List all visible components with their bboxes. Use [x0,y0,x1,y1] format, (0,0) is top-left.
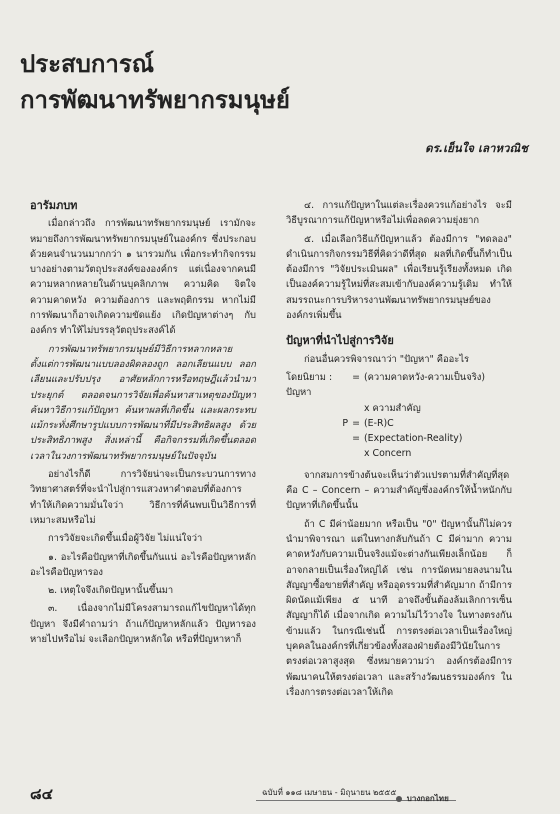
brand-logo-icon [396,796,402,802]
formula-row [286,416,512,431]
paragraph: การพัฒนาทรัพยากรมนุษย์มีวิธีการหลากหลาย ตั้งแต่การพัฒนาแบบลองผิดลองถูก ลอกเลียนแบบ ลอกเลียนและปรับปรุง อาศัยหลักการหรือทฤษฎีแล้วนำมาประยุกต์ ตลอดจนการวิจัยเพื่อค้นหาสาเหตุของปัญหา ค้นหาวิธีการแก้ปัญหา ค้นหาผลที่เกิดขึ้น และผลกระทบ แม้กระทั่งศึกษารูปแบบการพัฒนาที่มีประสิทธิผลสูง ด้วยประสิทธิภาพสูง สิ่งเหล่านี้ คือกิจกรรมที่เกิดขึ้นตลอดเวลาในวงการพัฒนาทรัพยากรมนุษย์ในปัจจุบัน [30,343,256,462]
formula-equals: = [352,433,360,445]
right-column [286,198,512,703]
intro-heading: อารัมภบท [30,199,78,212]
author-name: ดร.เย็นใจ เลาหวณิช [425,141,528,155]
title-line-1: ประสบการณ์ [20,50,155,78]
paragraph: จากสมการข้างต้นจะเห็นว่าตัวแปรตามที่สำคัญที่สุด คือ C – Concern – ความสำคัญซึ่งองค์กรให้น้ำหนักกับปัญหาที่เกิดขึ้นนั้น [286,469,512,512]
section-heading: ปัญหาที่นำไปสู่การวิจัย [286,334,394,348]
formula-row [286,401,512,416]
formula-equals: = [352,371,360,383]
formula-value: x ความสำคัญ [364,402,421,414]
list-item: ๓. เนื่องจากไม่มีโครงสามารถแก้ไขปัญหาได้ทุกปัญหา จึงมีคำถามว่า ถ้าแก้ปัญหาหลักแล้ว ปัญหารองหายไปหรือไม่ จะเลือกปัญหาหลักใด หรือที่ปัญหาหาก็ [30,603,256,646]
title-line-2: การพัฒนาทรัพยากรมนุษย์ [20,86,290,114]
brand-name: บางกอกไทย [406,794,449,803]
list-item: ๕. เมื่อเลือกวิธีแก้ปัญหาแล้ว ต้องมีการ "ทดลอง" ดำเนินการกิจกรรมวิธีที่คิดว่าดีที่สุด ผลที่เกิดขึ้นก็ทำเป็นต้องมีการ "วิจัยประเมินผล" เพื่อเรียนรู้เรียงทั้งหมด เกิดเป็นองค์ความรู้ใหม่ที่สะสมเข้ากับองค์ความรู้เดิม ทำให้สมรรถนะการบริหารงานพัฒนาทรัพยากรมนุษย์ขององค์กรเพิ่มขึ้น [286,233,512,322]
paragraph: ก่อนอื่นควรพิจารณาว่า "ปัญหา" คืออะไร [304,353,470,365]
formula-label: P [342,417,348,429]
formula-row [286,431,512,446]
paragraph: การวิจัยจะเกิดขึ้นเมื่อผู้วิจัย ไม่แน่ใจว่า [48,533,203,545]
list-item: ๒. เหตุใจจึงเกิดปัญหานั้นขึ้นมา [48,585,174,597]
formula-value: (ความคาดหวัง-ความเป็นจริง) [364,371,485,383]
formula-value: x Concern [364,448,412,460]
paragraph: อย่างไรก็ดี การวิจัยน่าจะเป็นกระบวนการทางวิทยาศาสตร์ที่จะนำไปสู่การแสวงหาคำตอบที่ต้องการ ทำให้เกิดความมั่นใจว่า วิธีการที่ค้นพบเป็นวิธีการที่เหมาะสมหรือไม่ [30,469,256,526]
formula-value: (Expectation-Reality) [364,433,463,445]
publisher-brand [396,792,449,805]
formula-row [286,446,512,461]
article-title [20,46,290,118]
formula-equals: = [352,417,360,429]
problem-formula [286,370,512,462]
paragraph: เมื่อกล่าวถึง การพัฒนาทรัพยากรมนุษย์ เรามักจะหมายถึงการพัฒนาทรัพยากรมนุษย์ในองค์กร ซึ่งประกอบด้วยคนจำนวนมากกว่า ๑ นารวมกัน เพื่อกระทำกิจกรรมบางอย่างตามวัตถุประสงค์ขององค์กร แต่เนื่องจากคนมีความหลากหลายในด้านบุคลิกภาพ ความคิด จิตใจ ความคาดหวัง ความต้องการ และพฤติกรรม หากไม่มีการพัฒนาก็อาจเกิดความขัดแย้ง เกิดปัญหาต่างๆ กับองค์กร ทำให้ไม่บรรลุวัตถุประสงค์ได้ [30,218,256,337]
page-number: ๘๔ [30,785,53,803]
formula-row [286,370,512,401]
issue-line: ฉบับที่ ๑๑๘ เมษายน - มิถุนายน ๒๕๕๕ [262,788,397,797]
formula-value: (E-R)C [364,417,394,429]
list-item: ๑. อะไรคือปัญหาที่เกิดขึ้นกันแน่ อะไรคือปัญหาหลัก อะไรคือปัญหารอง [30,551,256,578]
paragraph: ถ้า C มีค่าน้อยมาก หรือเป็น "0" ปัญหานั้นก็ไม่ควรนำมาพิจารณา แต่ในทางกลับกันถ้า C มีค่ามาก ความคาดหวังกับความเป็นจริงแม้จะต่างกันเพียงเล็กน้อย ก็อาจกลายเป็นเรื่องใหญ่ได้ เช่น การนัดหมายลงนามในสัญญาซื้อขายที่สำคัญ หรืออุดรรวมที่สำคัญมาก ถ้ามีการผิดนัดแม้เพียง ๕ นาที อาจถึงขั้นต้องล้มเลิกการเซ็นสัญญาก็ได้ เมื่อจากเกิด ความไม่ไว้วางใจ ในทางตรงกันข้ามแล้ว ในกรณีเช่นนี้ การตรงต่อเวลาเป็นเรื่องใหญ่ บุคคลในองค์กรที่เกี่ยวข้องทั้งสองฝ่ายต้องมีวินัยในการตรงต่อเวลาสูงสุด ซึ่งหมายความว่า องค์กรต้องมีการพัฒนาคนให้ตรงต่อเวลา และสร้างวัฒนธรรมองค์กร ในเรื่องการตรงต่อเวลาให้เกิด [286,518,512,698]
formula-label: โดยนิยาม : ปัญหา [286,371,333,399]
left-column [30,198,256,650]
list-item: ๔. การแก้ปัญหาในแต่ละเรื่องควรแก้อย่างไร จะมีวิธีบูรณาการแก้ปัญหาหรือไม่เพื่อลดความยุ่งยาก [286,200,512,227]
